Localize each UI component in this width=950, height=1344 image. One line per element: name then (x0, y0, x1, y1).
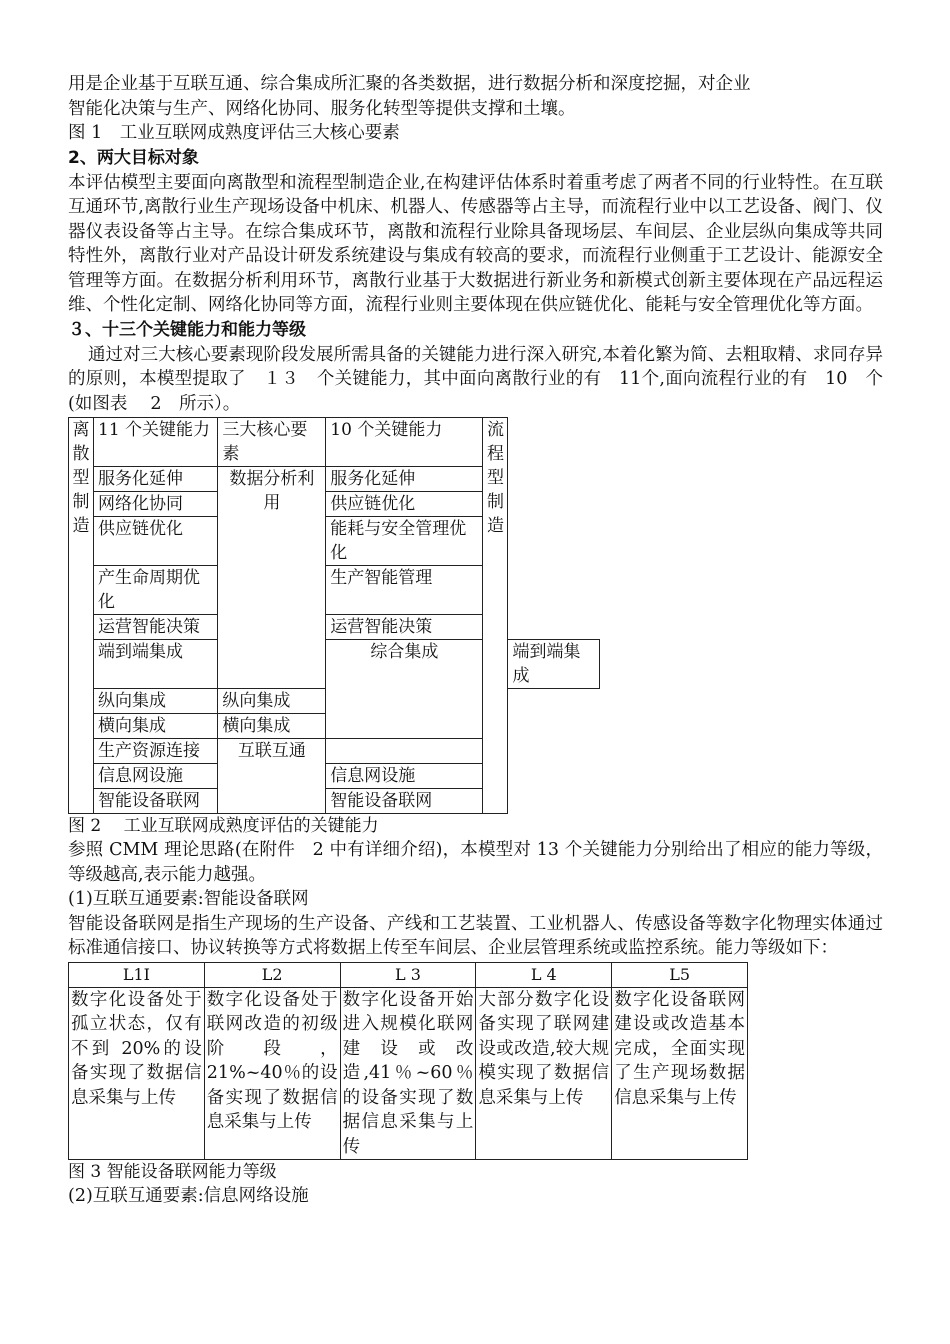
cmm-paragraph: 参照 CMM 理论思路(在附件 2 中有详细介绍)，本模型对 13 个关键能力分别给出了相应的能力等级，等级越高,表示能力越强。 (68, 840, 883, 885)
subsection-1-heading: (1)互联互通要素:智能设备联网 (68, 889, 309, 909)
discrete-manufacturing-label: 离散型制造 (69, 418, 94, 814)
figure-3-caption: 图 3 智能设备联网能力等级 (68, 1162, 277, 1182)
left-capability: 信息网设施 (94, 764, 218, 789)
left-capability: 运营智能决策 (94, 615, 218, 640)
right-capability: 信息网设施 (326, 764, 483, 789)
section-2-heading: 2、两大目标对象 (68, 147, 199, 168)
subsection-1-body: 智能设备联网是指生产现场的生产设备、产线和工艺装置、工业机器人、传感设备等数字化物理实体通过标准通信接口、协议转换等方式将数据上传至车间层、企业层管理系统或监控系统。能力等级如下： (68, 913, 883, 958)
right-capability (326, 739, 483, 764)
level-description: 大部分数字化设备实现了联网建设或改造,较大规模实现了数据信息采集与上传 (476, 987, 612, 1160)
left-capability: 纵向集成 (94, 689, 218, 714)
right-header: 10 个关键能力 (326, 418, 483, 467)
level-header: L5 (612, 962, 748, 987)
level-description: 数字化设备处于孤立状态，仅有不到 20%的设备实现了数据信息采集与上传 (69, 987, 205, 1160)
left-capability: 网络化协同 (94, 492, 218, 517)
document-page (68, 72, 883, 1209)
core-element-integration: 综合集成 (326, 640, 483, 739)
section-2-body: 本评估模型主要面向离散型和流程型制造企业,在构建评估体系时着重考虑了两者不同的行业特性。在互联互通环节,离散行业生产现场设备中机床、机器人、传感器等占主导，而流程行业中以工艺设备、阀门、仪器仪表设备等占主导。在综合集成环节，离散和流程行业除具备现场层、车间层、企业层纵向集成等共同特性外，离散行业对产品设计研发系统建设与集成有较高的要求，而流程行业侧重于工艺设计、能源安全管理等方面。在数据分析利用环节，离散行业基于大数据进行新业务和新模式创新主要体现在产品远程运维、个性化定制、网络化协同等方面，流程行业则主要体现在供应链优化、能耗与安全管理优化等方面。 (68, 172, 883, 315)
level-description: 数字化设备开始进入规模化联网建设或改造,41％~60％的设备实现了数据信息采集与上传 (340, 987, 476, 1160)
level-header: L1I (69, 962, 205, 987)
right-capability: 运营智能决策 (326, 615, 483, 640)
left-capability: 服务化延伸 (94, 467, 218, 492)
subsection-2-heading: (2)互联互通要素:信息网络设施 (68, 1186, 309, 1206)
left-capability: 产生命周期优化 (94, 566, 218, 615)
level-header: L2 (204, 962, 340, 987)
right-capability: 能耗与安全管理优化 (326, 517, 483, 566)
mid-header: 三大核心要素 (218, 418, 326, 467)
capability-levels-table (68, 962, 748, 1161)
left-capability: 横向集成 (94, 714, 218, 739)
intro-line-2: 智能化决策与生产、网络化协同、服务化转型等提供支撑和土壤。 (68, 98, 576, 119)
core-element-data-analysis: 数据分析利用 (218, 467, 326, 689)
level-header: L 3 (340, 962, 476, 987)
section-3-heading: ３、十三个关键能力和能力等级 (68, 319, 306, 340)
left-capability: 生产资源连接 (94, 739, 218, 764)
left-capability: 供应链优化 (94, 517, 218, 566)
level-description: 数字化设备联网建设或改造基本完成，全面实现了生产现场数据信息采集与上传 (612, 987, 748, 1160)
intro-line-1: 用是企业基于互联互通、综合集成所汇聚的各类数据，进行数据分析和深度挖掘，对企业 (68, 74, 751, 94)
figure-2-caption: 图 2 工业互联网成熟度评估的关键能力 (68, 816, 379, 836)
right-capability: 生产智能管理 (326, 566, 483, 615)
level-header: L 4 (476, 962, 612, 987)
level-description: 数字化设备处于联网改造的初级阶段，21%~40％的设备实现了数据信息采集与上传 (204, 987, 340, 1160)
section-3-body: 通过对三大核心要素现阶段发展所需具备的关键能力进行深入研究,本着化繁为简、去粗取精、求同存异的原则，本模型提取了 １３ 个关键能力，其中面向离散行业的有 11个,面向流程行业的有 10 个(如图表 2 所示）。 (68, 344, 883, 414)
left-header: 11 个关键能力 (94, 418, 218, 467)
right-capability: 服务化延伸 (326, 467, 483, 492)
left-capability: 端到端集成 (94, 640, 218, 689)
figure-1-caption: 图 1 工业互联网成熟度评估三大核心要素 (68, 123, 400, 143)
core-element-interconnection: 互联互通 (218, 739, 326, 814)
right-capability: 纵向集成 (218, 689, 326, 714)
right-capability: 供应链优化 (326, 492, 483, 517)
right-capability: 横向集成 (218, 714, 326, 739)
left-capability: 智能设备联网 (94, 789, 218, 814)
key-capabilities-table (68, 417, 600, 814)
right-capability: 智能设备联网 (326, 789, 483, 814)
right-capability: 端到端集成 (508, 640, 600, 689)
process-manufacturing-label: 流程型制造 (483, 418, 508, 814)
